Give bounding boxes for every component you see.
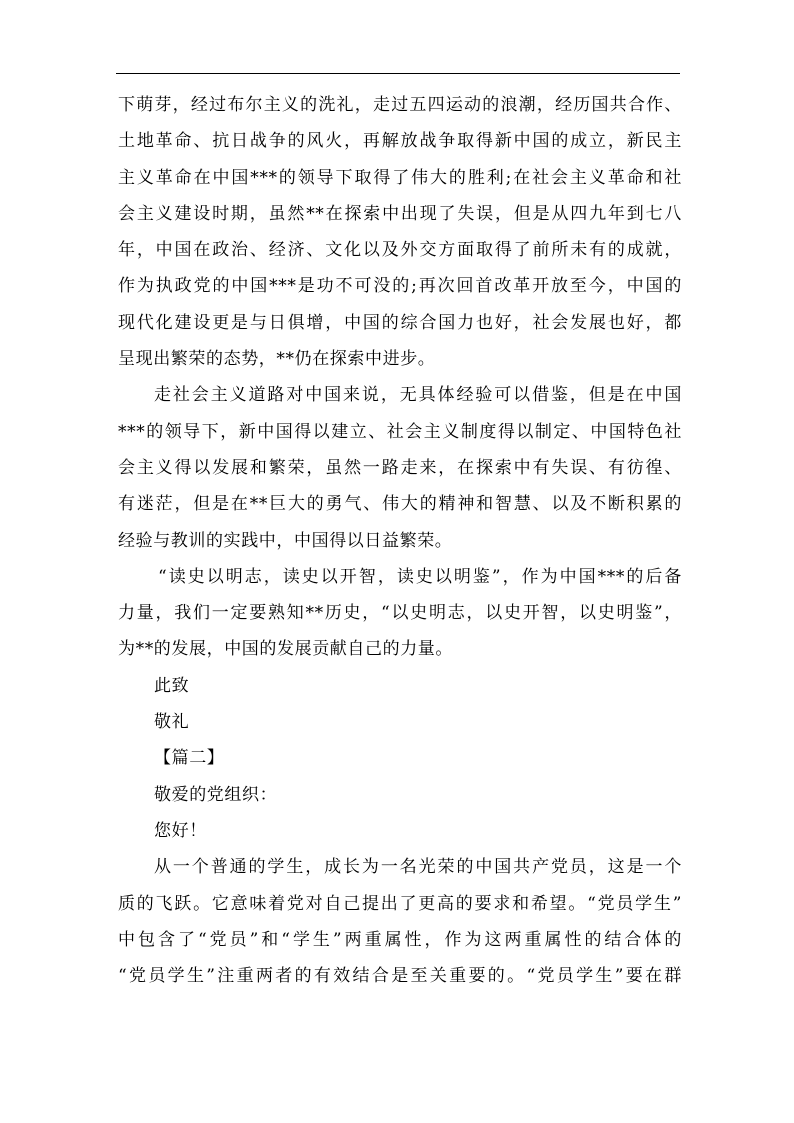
text-line: “读史以明志，读史以开智，读史以明鉴”，作为中国***的后备 [158, 566, 682, 587]
text-line: 下萌芽，经过布尔主义的洗礼，走过五四运动的浪潮，经历国共合作、 [118, 95, 682, 115]
text-line: 质的飞跃。它意味着党对自己提出了更高的要求和希望。“党员学生” [118, 893, 682, 914]
section-heading: 【篇二】 [154, 748, 225, 769]
text-line: 现代化建设更是与日俱增，中国的综合国力也好，社会发展也好，都 [118, 312, 682, 333]
text-line: ***的领导下，新中国得以建立、社会主义制度得以制定、中国特色社 [118, 421, 682, 442]
greeting: 您好！ [154, 820, 207, 841]
text-line: 呈现出繁荣的态势，**仍在探索中进步。 [118, 349, 436, 370]
text-line: 主义革命在中国***的领导下取得了伟大的胜利;在社会主义革命和社 [118, 167, 682, 188]
paragraph-2 [118, 377, 682, 558]
text-line: 年，中国在政治、经济、文化以及外交方面取得了前所未有的成就， [118, 240, 682, 261]
text-line: 有迷茫，但是在**巨大的勇气、伟大的精神和智慧、以及不断积累的 [118, 494, 682, 515]
text-line: 力量，我们一定要熟知**历史，“以史明志，以史开智，以史明鉴”， [118, 603, 682, 624]
text-line: 作为执政党的中国***是功不可没的;再次回首改革开放至今，中国的 [118, 276, 682, 297]
text-line: 中包含了“党员”和“学生”两重属性，作为这两重属性的结合体的 [118, 929, 682, 950]
closing-line: 敬礼 [154, 712, 190, 733]
closing-line: 此致 [154, 675, 190, 696]
text-line: 会主义建设时期，虽然**在探索中出现了失误，但是从四九年到七八 [118, 203, 682, 224]
text-line: 从一个普通的学生，成长为一名光荣的中国共产党员，这是一个 [154, 857, 682, 878]
text-line: “党员学生”注重两者的有效结合是至关重要的。“党员学生”要在群 [118, 966, 682, 987]
text-line: 会主义得以发展和繁荣，虽然一路走来，在探索中有失误、有彷徨、 [118, 457, 682, 478]
text-line: 为**的发展，中国的发展贡献自己的力量。 [118, 639, 453, 660]
text-line: 经验与教训的实践中，中国得以日益繁荣。 [118, 530, 453, 551]
paragraph-1 [118, 87, 682, 377]
document-body [118, 87, 682, 994]
paragraph-4 [118, 849, 682, 994]
text-line: 走社会主义道路对中国来说，无具体经验可以借鉴，但是在中国 [154, 385, 682, 406]
text-line: 土地革命、抗日战争的风火，再解放战争取得新中国的成立，新民主 [118, 131, 682, 152]
header-rule [116, 73, 680, 74]
salutation: 敬爱的党组织： [154, 784, 278, 805]
paragraph-3 [118, 559, 682, 668]
